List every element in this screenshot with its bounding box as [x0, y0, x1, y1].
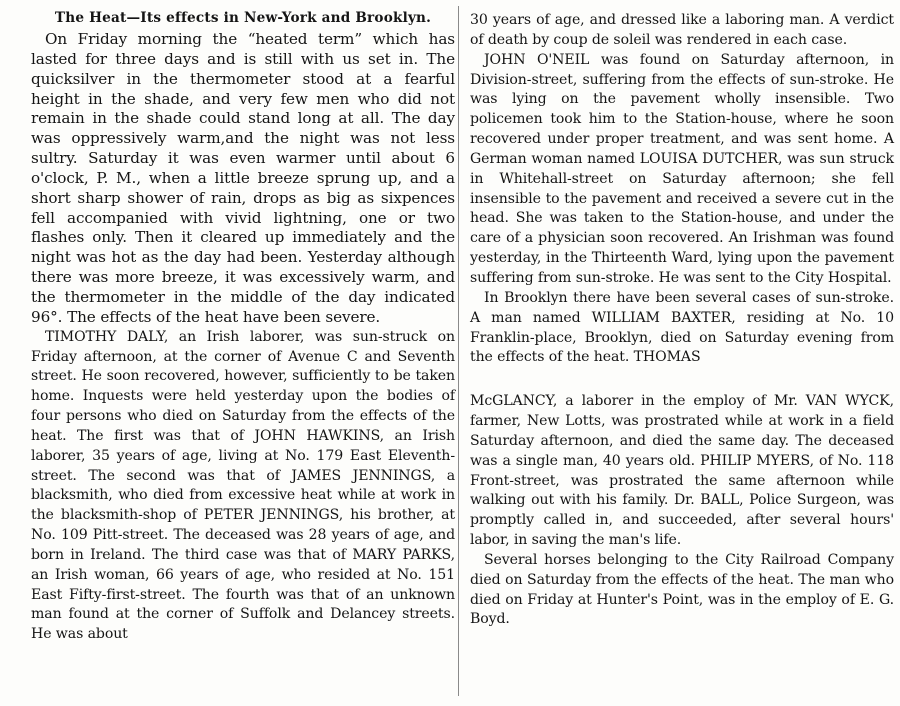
- column-divider: [458, 6, 459, 696]
- column-gap: [470, 368, 894, 392]
- paragraph-john-oneil: JOHN O'NEIL was found on Saturday afternoon, in Division-street, suffering from the effects of sun-stroke. He was lying on the pavement wholly insensible. Two policemen took him to the Station-house, where he soon recovered under proper treatment, and was sent home. A German woman named LOUISA DUTCHER, was sun struck in Whitehall-street on Saturday afternoon; she fell insensible to the pavement and received a severe cut in the head. She was taken to the Station-house, and under the care of a physician soon recovered. An Irishman was found yesterday, in the Thirteenth Ward, lying upon the pavement suffering from sun-stroke. He was sent to the City Hospital.: [470, 51, 894, 286]
- paragraph-mcglancy: McGLANCY, a laborer in the employ of Mr. VAN WYCK, farmer, New Lotts, was prostrated while at work in a field Saturday afternoon, and died the same day. The deceased was a single man, 40 years old. PHILIP MYERS, of No. 118 Front-street, was prostrated the same afternoon while walking out with his family. Dr. BALL, Police Surgeon, was promptly called in, and succeeded, after several hours' labor, in saving the man's life.: [470, 393, 894, 549]
- paragraph-brooklyn: In Brooklyn there have been several cases of sun-stroke. A man named WILLIAM BAXTER, residing at No. 10 Franklin-place, Brooklyn, died on Saturday evening from the effects of the heat. THOMAS: [470, 289, 894, 366]
- paragraph-verdict: 30 years of age, and dressed like a laboring man. A verdict of death by coup de soleil was rendered in each case.: [470, 12, 894, 48]
- article-headline: The Heat—Its effects in New-York and Brooklyn.: [54, 10, 432, 26]
- right-column: [470, 11, 894, 630]
- paragraph-heated-term: On Friday morning the “heated term” which has lasted for three days and is still with us set in. The quicksilver in the thermometer stood at a fearful height in the shade, and very few men who did not remain in the shade could stand long at all. The day was oppressively warm,and the night was not less sultry. Saturday it was even warmer until about 6 o'clock, P. M., when a little breeze sprung up, and a short sharp shower of rain, drops as big as sixpences fell accompanied with vivid lightning, one or two flashes only. Then it cleared up immediately and the night was hot as the day had been. Yesterday although there was more breeze, it was excessively warm, and the thermometer in the middle of the day indicated 96°. The effects of the heat have been severe.: [31, 30, 455, 326]
- paragraph-horses: Several horses belonging to the City Railroad Company died on Saturday from the effects of the heat. The man who died on Friday at Hunter's Point, was in the employ of E. G. Boyd.: [470, 551, 894, 628]
- paragraph-timothy-daly: TIMOTHY DALY, an Irish laborer, was sun-struck on Friday afternoon, at the corner of Avenue C and Seventh street. He soon recovered, however, sufficiently to be taken home. Inquests were held yesterday upon the bodies of four persons who died on Saturday from the effects of the heat. The first was that of JOHN HAWKINS, an Irish laborer, 35 years of age, living at No. 179 East Eleventh-street. The second was that of JAMES JENNINGS, a blacksmith, who died from excessive heat while at work in the blacksmith-shop of PETER JENNINGS, his brother, at No. 109 Pitt-street. The deceased was 28 years of age, and born in Ireland. The third case was that of MARY PARKS, an Irish woman, 66 years of age, who resided at No. 151 East Fifty-first-street. The fourth was that of an unknown man found at the corner of Suffolk and Delancey streets. He was about: [31, 328, 455, 643]
- left-column: [31, 10, 455, 645]
